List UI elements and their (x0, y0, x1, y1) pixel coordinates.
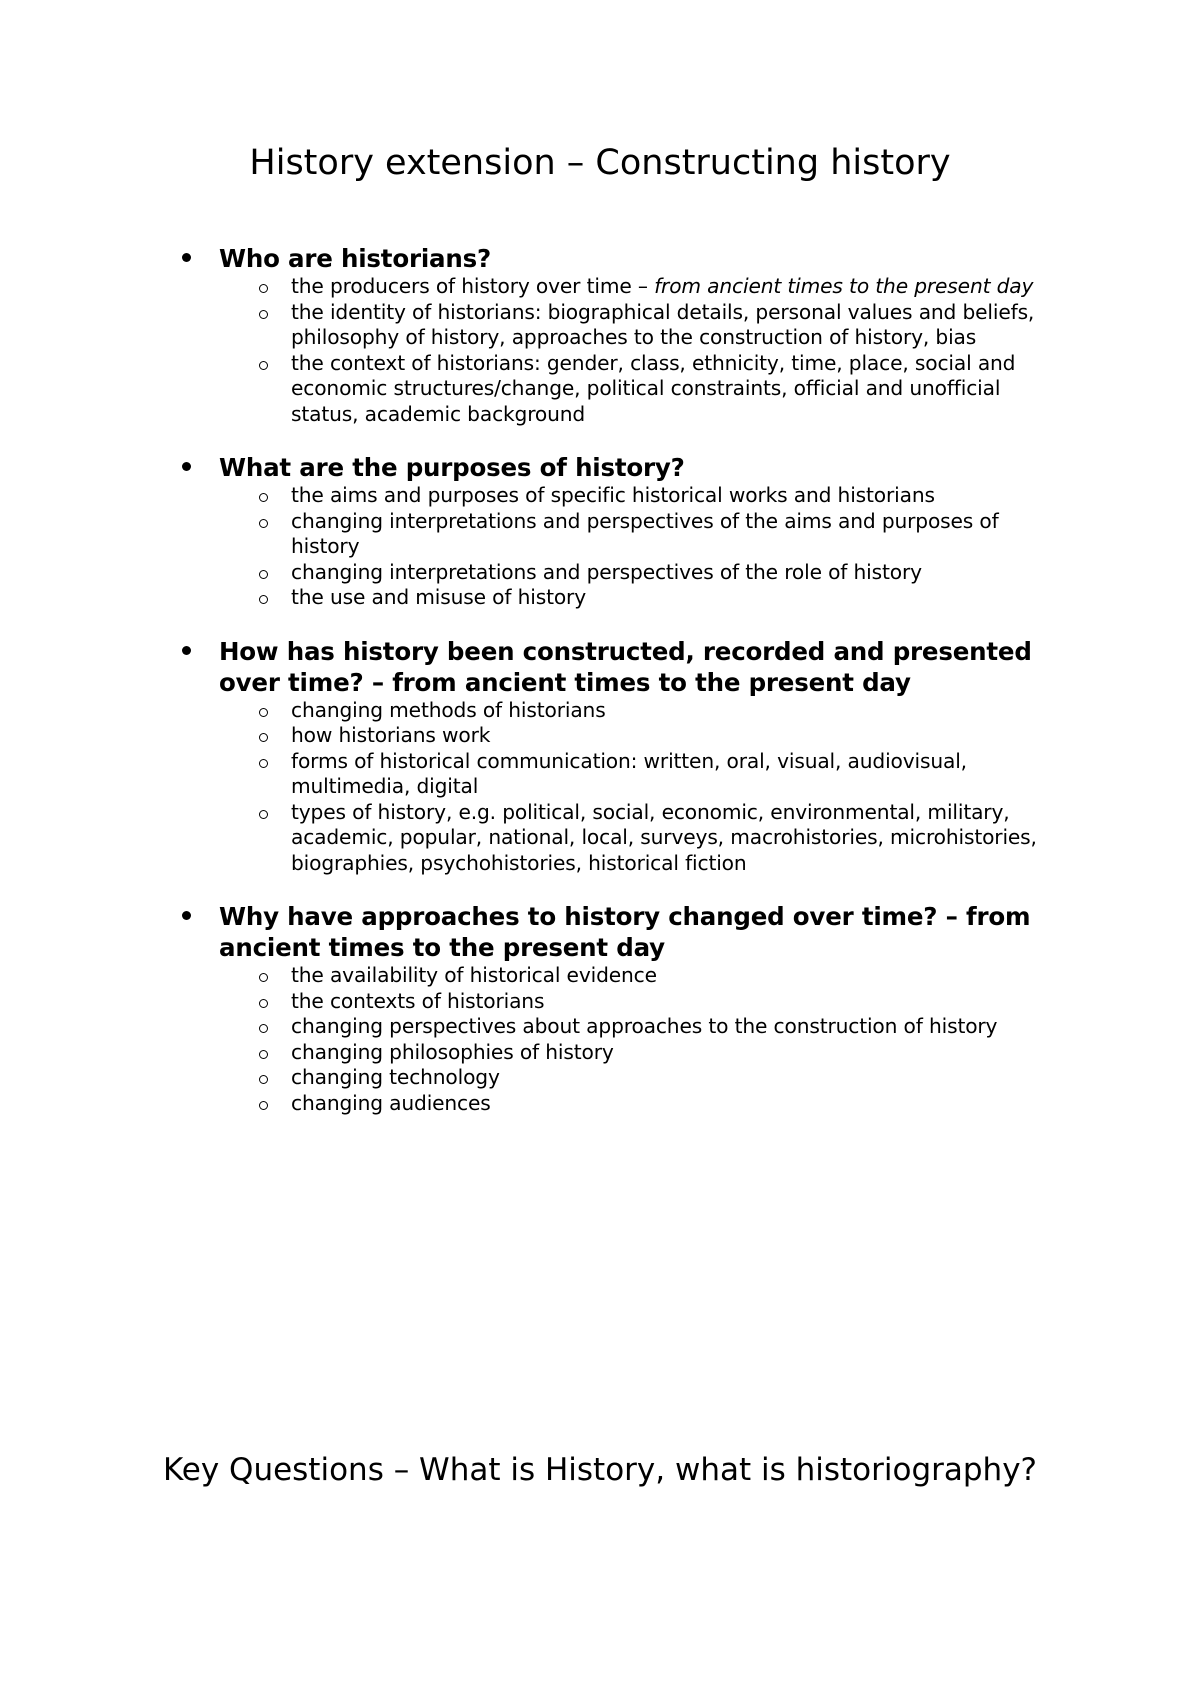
sub-point-text: the aims and purposes of specific historical works and historians (291, 483, 935, 507)
sub-point-text: the identity of historians: biographical details, personal values and beliefs, philosophy of history, approaches to the construction of history, bias (291, 299, 1035, 349)
hollow-bullet-icon (259, 973, 268, 982)
topic-item (182, 636, 1082, 877)
topic-item (182, 452, 1082, 611)
sub-point (291, 1065, 1082, 1091)
hollow-bullet-icon (259, 1024, 268, 1033)
sub-point (291, 749, 1082, 800)
sub-point-text: types of history, e.g. political, social, economic, environmental, military, academic, popular, national, local, surveys, macrohistories, microhistories, biographies, psychohistories, historical fiction (291, 799, 1037, 875)
bullet-icon (182, 911, 191, 920)
bullet-icon (182, 646, 191, 655)
sub-point-text: the producers of history over time – (291, 274, 655, 298)
sub-point-italic-text: from ancient times to the present day (654, 274, 1034, 298)
sub-point (291, 351, 1082, 428)
sub-point (291, 800, 1082, 877)
hollow-bullet-icon (259, 759, 268, 768)
sub-point-text: changing philosophies of history (291, 1039, 614, 1064)
sub-point (291, 509, 1082, 560)
sub-point-text: the availability of historical evidence (291, 963, 657, 987)
hollow-bullet-icon (259, 493, 268, 502)
sub-point-text: the context of historians: gender, class, ethnicity, time, place, social and economic structures/change, political constraints, official and unofficial status, academic background (291, 350, 1016, 426)
hollow-bullet-icon (259, 1075, 268, 1084)
topic-heading: How has history been constructed, recorded and presented over time? – from ancient times to the present day (219, 636, 1032, 697)
hollow-bullet-icon (259, 708, 268, 717)
sub-point-list (219, 963, 1082, 1116)
sub-point (291, 698, 1082, 724)
topic-heading: What are the purposes of history? (219, 453, 685, 482)
hollow-bullet-icon (259, 733, 268, 742)
bullet-icon (182, 462, 191, 471)
hollow-bullet-icon (259, 595, 268, 604)
sub-point (291, 1014, 1082, 1040)
page-title: History extension – Constructing history (249, 143, 951, 183)
hollow-bullet-icon (259, 284, 268, 293)
hollow-bullet-icon (259, 1101, 268, 1110)
sub-point-list (219, 274, 1082, 427)
sub-point (291, 723, 1082, 749)
topic-heading: Who are historians? (219, 244, 492, 273)
sub-point (291, 274, 1082, 300)
sub-point-text: changing interpretations and perspectives of the role of history (291, 559, 922, 584)
sub-point-list (219, 483, 1082, 611)
sub-point (291, 560, 1082, 586)
sub-point-text: changing audiences (291, 1090, 491, 1115)
key-questions-heading: Key Questions – What is History, what is historiography? (162, 1452, 1037, 1488)
hollow-bullet-icon (259, 1050, 268, 1059)
topic-item (182, 901, 1082, 1116)
sub-point-text: changing technology (291, 1065, 500, 1089)
topic-list (182, 243, 1082, 1141)
sub-point (291, 483, 1082, 509)
sub-point (291, 1040, 1082, 1066)
sub-point-text: how historians work (291, 723, 491, 747)
sub-point-text: the use and misuse of history (291, 585, 586, 609)
bullet-icon (182, 253, 191, 262)
sub-point (291, 585, 1082, 611)
hollow-bullet-icon (259, 810, 268, 819)
sub-point-text: forms of historical communication: written, oral, visual, audiovisual, multimedia, digital (291, 748, 967, 798)
hollow-bullet-icon (259, 570, 268, 579)
sub-point (291, 1091, 1082, 1117)
hollow-bullet-icon (259, 361, 268, 370)
topic-item (182, 243, 1082, 427)
sub-point-text: changing interpretations and perspectives of the aims and purposes of history (291, 508, 999, 558)
topic-heading: Why have approaches to history changed over time? – from ancient times to the present day (219, 902, 1031, 962)
hollow-bullet-icon (259, 999, 268, 1008)
sub-point-text: changing perspectives about approaches to the construction of history (291, 1014, 998, 1038)
sub-point (291, 300, 1082, 351)
sub-point (291, 989, 1082, 1015)
hollow-bullet-icon (259, 519, 268, 528)
sub-point-list (219, 698, 1082, 877)
sub-point (291, 963, 1082, 989)
hollow-bullet-icon (259, 310, 268, 319)
sub-point-text: the contexts of historians (291, 988, 545, 1013)
sub-point-text: changing methods of historians (291, 697, 606, 722)
